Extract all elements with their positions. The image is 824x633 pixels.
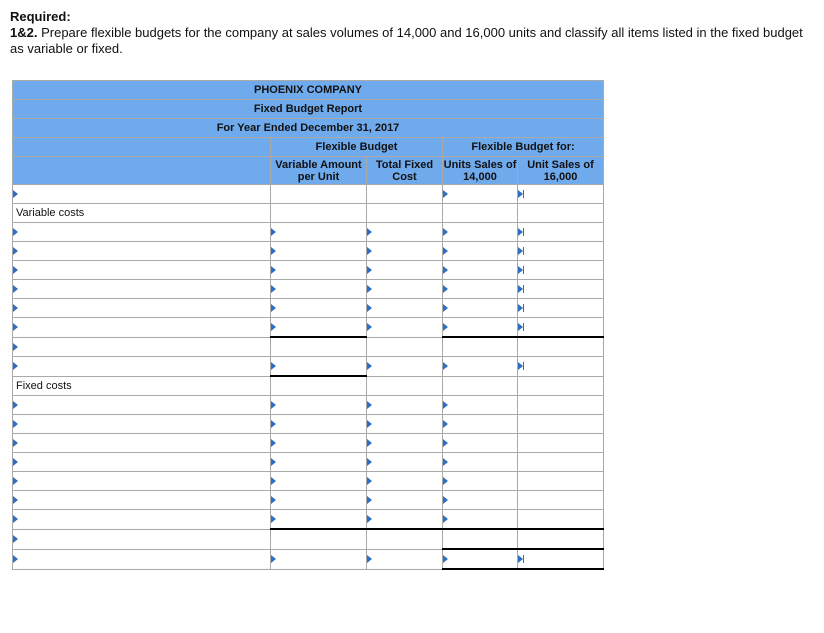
header-row-period [13,119,604,138]
dropdown-arrow-icon [443,304,448,312]
dropdown-arrow-icon [443,439,448,447]
variable-amount-input[interactable] [271,299,367,318]
dropdown-arrow-icon [367,515,372,523]
total-fixed-input[interactable] [367,261,443,280]
table-row [13,491,604,510]
table-row [13,453,604,472]
units-16000-input[interactable] [518,510,604,530]
instructions-body: Prepare flexible budgets for the company at sales volumes of 14,000 and 16,000 units and classify all items listed in the fixed budget as variable or fixed. [10,25,803,56]
variable-amount-input[interactable] [271,242,367,261]
total-fixed-input[interactable] [367,185,443,204]
table-row [13,242,604,261]
units-14000-input[interactable] [443,299,518,318]
dropdown-arrow-icon [367,458,372,466]
dropdown-arrow-icon [271,323,276,331]
col-variable-amount: Variable Amount per Unit [271,157,367,185]
units-14000-input[interactable] [443,453,518,472]
units-14000-input[interactable] [443,357,518,377]
item-dropdown[interactable] [13,434,271,453]
units-14000-input[interactable] [443,434,518,453]
report-name: Fixed Budget Report [13,100,604,119]
variable-amount-input[interactable] [271,318,367,338]
dropdown-arrow-icon [367,247,372,255]
dropdown-arrow-icon [443,477,448,485]
units-14000-input[interactable] [443,472,518,491]
dropdown-arrow-bar-icon [518,555,525,563]
dropdown-arrow-icon [443,362,448,370]
item-dropdown[interactable] [13,396,271,415]
total-fixed-input[interactable] [367,434,443,453]
part-label: 1&2. [10,25,38,40]
variable-amount-input[interactable] [271,510,367,530]
variable-amount-input[interactable] [271,357,367,377]
dropdown-arrow-icon [271,266,276,274]
table-row [13,299,604,318]
dropdown-arrow-icon [271,247,276,255]
dropdown-arrow-icon [13,190,18,198]
table-row [13,318,604,338]
total-fixed-input[interactable] [367,299,443,318]
units-16000-input[interactable] [518,415,604,434]
variable-amount-input[interactable] [271,280,367,299]
units-16000-input[interactable] [518,491,604,510]
dropdown-arrow-icon [271,496,276,504]
table-row [13,280,604,299]
variable-amount-input[interactable] [271,434,367,453]
dropdown-arrow-icon [367,555,372,563]
dropdown-arrow-icon [13,362,18,370]
units-16000-input[interactable] [518,337,604,357]
dropdown-arrow-icon [13,343,18,351]
total-fixed-input[interactable] [367,510,443,530]
table-row [13,529,604,549]
units-14000-input[interactable] [443,510,518,530]
dropdown-arrow-icon [367,477,372,485]
dropdown-arrow-icon [271,285,276,293]
header-blank [13,157,271,185]
col-units-16000: Unit Sales of 16,000 [518,157,604,185]
dropdown-arrow-icon [13,477,18,485]
dropdown-arrow-icon [13,555,18,563]
dropdown-arrow-icon [443,458,448,466]
item-dropdown[interactable] [13,242,271,261]
item-dropdown[interactable] [13,280,271,299]
units-16000-input[interactable] [518,223,604,242]
dropdown-arrow-bar-icon [518,247,525,255]
dropdown-arrow-icon [13,515,18,523]
dropdown-arrow-icon [13,247,18,255]
total-fixed-input[interactable] [367,337,443,357]
dropdown-arrow-icon [271,420,276,428]
dropdown-arrow-icon [367,362,372,370]
dropdown-arrow-bar-icon [518,228,525,236]
units-16000-input[interactable] [518,242,604,261]
units-16000-input[interactable] [518,529,604,549]
dropdown-arrow-icon [13,439,18,447]
dropdown-arrow-icon [367,304,372,312]
dropdown-arrow-icon [271,555,276,563]
units-14000-input[interactable] [443,223,518,242]
table-row [13,510,604,530]
dropdown-arrow-icon [271,477,276,485]
table-row [13,396,604,415]
units-14000-input[interactable] [443,396,518,415]
group-flexible-budget: Flexible Budget [271,138,443,157]
item-dropdown[interactable] [13,529,271,549]
total-fixed-input[interactable] [367,396,443,415]
dropdown-arrow-icon [13,285,18,293]
dropdown-arrow-icon [13,323,18,331]
item-dropdown[interactable] [13,357,271,377]
instructions [10,9,810,57]
variable-amount-input[interactable] [271,529,367,549]
dropdown-arrow-icon [271,515,276,523]
variable-amount-input[interactable] [271,337,367,357]
total-fixed-input[interactable] [367,453,443,472]
table-row [13,337,604,357]
dropdown-arrow-icon [271,304,276,312]
item-dropdown[interactable] [13,223,271,242]
item-dropdown[interactable] [13,472,271,491]
units-16000-input[interactable] [518,549,604,569]
units-14000-input[interactable] [443,529,518,549]
dropdown-arrow-icon [13,304,18,312]
total-fixed-input[interactable] [367,318,443,338]
total-fixed-input[interactable] [367,549,443,569]
table-row [13,472,604,491]
units-16000-input[interactable] [518,434,604,453]
dropdown-arrow-icon [367,401,372,409]
dropdown-arrow-icon [13,420,18,428]
dropdown-arrow-icon [367,323,372,331]
total-fixed-input[interactable] [367,223,443,242]
table-row [13,434,604,453]
item-dropdown[interactable] [13,185,271,204]
report-period: For Year Ended December 31, 2017 [13,119,604,138]
dropdown-arrow-bar-icon [518,190,525,198]
section-label-fixed: Fixed costs [13,376,271,396]
dropdown-arrow-icon [367,439,372,447]
table-row [13,415,604,434]
dropdown-arrow-icon [13,496,18,504]
dropdown-arrow-bar-icon [518,323,525,331]
variable-amount-input[interactable] [271,453,367,472]
total-fixed-input[interactable] [367,280,443,299]
table-row [13,223,604,242]
dropdown-arrow-icon [443,228,448,236]
total-fixed-input[interactable] [367,529,443,549]
item-dropdown[interactable] [13,337,271,357]
item-dropdown[interactable] [13,261,271,280]
total-fixed-input[interactable] [367,415,443,434]
units-16000-input[interactable] [518,357,604,377]
variable-amount-input[interactable] [271,185,367,204]
item-dropdown[interactable] [13,453,271,472]
dropdown-arrow-icon [443,323,448,331]
units-16000-input[interactable] [518,280,604,299]
variable-amount-input[interactable] [271,415,367,434]
section-row-variable [13,204,604,223]
dropdown-arrow-icon [13,266,18,274]
section-label-variable: Variable costs [13,204,271,223]
variable-amount-input[interactable] [271,261,367,280]
dropdown-arrow-icon [443,247,448,255]
header-row-company [13,81,604,100]
units-14000-input[interactable] [443,491,518,510]
variable-amount-input[interactable] [271,472,367,491]
units-16000-input[interactable] [518,185,604,204]
units-16000-input[interactable] [518,472,604,491]
header-row-groups [13,138,604,157]
units-16000-input[interactable] [518,396,604,415]
total-fixed-input[interactable] [367,472,443,491]
dropdown-arrow-icon [443,401,448,409]
dropdown-arrow-icon [443,555,448,563]
header-blank [13,138,271,157]
item-dropdown[interactable] [13,415,271,434]
required-heading: Required: [10,9,71,24]
variable-amount-input[interactable] [271,396,367,415]
variable-amount-input[interactable] [271,549,367,569]
units-14000-input[interactable] [443,185,518,204]
dropdown-arrow-icon [13,458,18,466]
table-row [13,549,604,569]
dropdown-arrow-icon [367,228,372,236]
header-row-columns [13,157,604,185]
dropdown-arrow-icon [13,535,18,543]
dropdown-arrow-icon [367,496,372,504]
col-units-14000: Units Sales of 14,000 [443,158,517,183]
total-fixed-input[interactable] [367,491,443,510]
units-14000-input[interactable] [443,337,518,357]
dropdown-arrow-icon [13,228,18,236]
item-dropdown[interactable] [13,318,271,338]
item-dropdown[interactable] [13,549,271,569]
dropdown-arrow-icon [367,420,372,428]
dropdown-arrow-icon [367,285,372,293]
dropdown-arrow-icon [271,401,276,409]
flexible-budget-table [12,80,604,570]
units-16000-input[interactable] [518,299,604,318]
dropdown-arrow-bar-icon [518,266,525,274]
item-dropdown[interactable] [13,510,271,530]
table-row [13,261,604,280]
dropdown-arrow-icon [443,496,448,504]
dropdown-arrow-icon [271,228,276,236]
dropdown-arrow-icon [367,266,372,274]
dropdown-arrow-icon [443,266,448,274]
variable-amount-input[interactable] [271,223,367,242]
item-dropdown[interactable] [13,299,271,318]
dropdown-arrow-bar-icon [518,304,525,312]
units-14000-input[interactable] [443,261,518,280]
units-14000-input[interactable] [443,280,518,299]
table-row [13,357,604,377]
units-16000-input[interactable] [518,261,604,280]
dropdown-arrow-icon [443,285,448,293]
company-name: PHOENIX COMPANY [13,81,604,100]
item-dropdown[interactable] [13,491,271,510]
group-flexible-budget-for: Flexible Budget for: [443,138,604,157]
dropdown-arrow-icon [271,458,276,466]
section-row-fixed [13,376,604,396]
units-16000-input[interactable] [518,453,604,472]
col-total-fixed: Total Fixed Cost [367,157,443,185]
dropdown-arrow-icon [443,190,448,198]
units-14000-input[interactable] [443,318,518,338]
total-fixed-input[interactable] [367,242,443,261]
dropdown-arrow-bar-icon [518,362,525,370]
units-14000-input[interactable] [443,415,518,434]
table-row [13,185,604,204]
instructions-text [10,25,810,57]
units-14000-input[interactable] [443,242,518,261]
units-14000-input[interactable] [443,549,518,569]
dropdown-arrow-icon [13,401,18,409]
header-row-report [13,100,604,119]
dropdown-arrow-icon [271,362,276,370]
units-16000-input[interactable] [518,318,604,338]
variable-amount-input[interactable] [271,491,367,510]
dropdown-arrow-bar-icon [518,285,525,293]
dropdown-arrow-icon [443,515,448,523]
dropdown-arrow-icon [271,439,276,447]
dropdown-arrow-icon [443,420,448,428]
total-fixed-input[interactable] [367,357,443,377]
